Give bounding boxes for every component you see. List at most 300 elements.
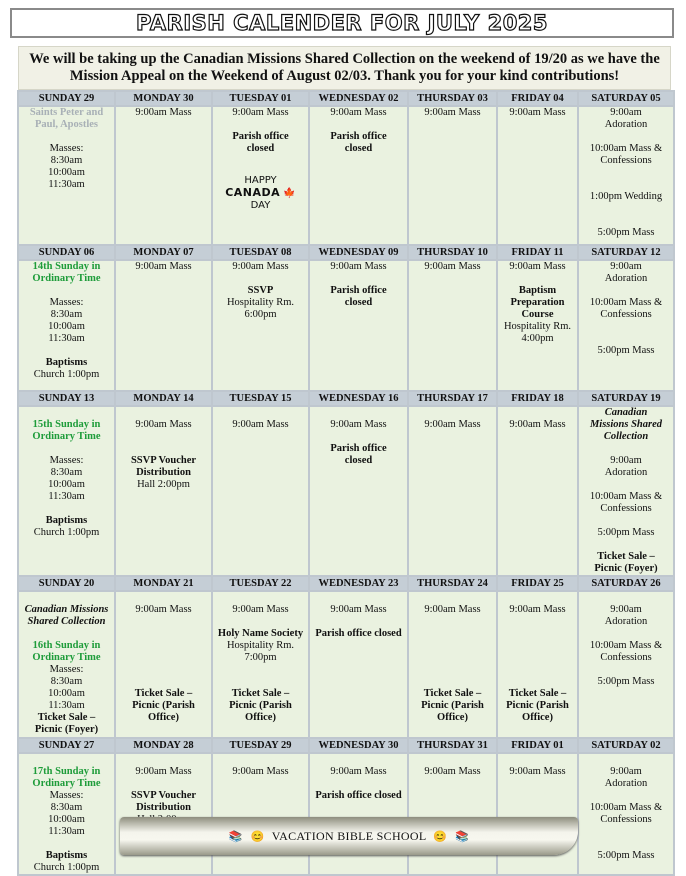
day-header: FRIDAY 11 xyxy=(497,245,578,260)
maple-leaf-icon: 🍁 xyxy=(283,188,296,199)
event-line: 7:00pm xyxy=(244,652,277,663)
day-cell xyxy=(408,406,497,576)
day-header: SATURDAY 19 xyxy=(578,391,674,406)
event-line: Picnic (Foyer) xyxy=(34,724,99,735)
event-line: Ticket Sale – xyxy=(597,551,655,562)
event-line xyxy=(118,628,209,640)
event-line: 9:00am xyxy=(610,455,642,466)
event-line xyxy=(312,616,405,628)
day-header: TUESDAY 22 xyxy=(212,576,309,591)
vbs-label: VACATION BIBLE SCHOOL xyxy=(271,829,427,843)
event-line: Distribution xyxy=(136,467,191,478)
day-header: FRIDAY 25 xyxy=(497,576,578,591)
event-line xyxy=(215,616,306,628)
event-line: Parish office xyxy=(330,131,387,142)
day-header: WEDNESDAY 23 xyxy=(309,576,408,591)
canada-word: CANADA xyxy=(225,186,281,199)
event-line xyxy=(411,664,494,676)
event-line: Ticket Sale – xyxy=(231,688,290,699)
event-line: Masses: xyxy=(49,143,84,154)
event-line: Parish office closed xyxy=(315,790,402,801)
week-row xyxy=(18,591,674,738)
event-line: Shared Collection xyxy=(27,616,106,627)
day-cell xyxy=(309,406,408,576)
event-line: 8:30am xyxy=(50,467,83,478)
day-cell xyxy=(578,106,674,245)
event-line xyxy=(500,628,575,640)
event-line xyxy=(215,676,306,688)
event-line: closed xyxy=(246,143,275,154)
event-line xyxy=(581,539,671,551)
event-line: Ticket Sale – xyxy=(134,688,193,699)
event-line xyxy=(581,479,671,491)
day-cell xyxy=(18,106,115,245)
event-line xyxy=(500,273,575,285)
event-line: 11:30am xyxy=(48,700,85,711)
event-line xyxy=(500,676,575,688)
day-cell xyxy=(497,753,578,875)
event-line: Picnic (Parish xyxy=(421,700,484,711)
event-line xyxy=(581,285,671,297)
day-header: THURSDAY 24 xyxy=(408,576,497,591)
day-cell xyxy=(212,260,309,391)
event-line: Baptisms xyxy=(45,515,88,526)
event-line: SSVP xyxy=(247,285,274,296)
event-line xyxy=(581,664,671,676)
notice-line-1: We will be taking up the Canadian Missions Shared Collection on the weekend of 19/20 as we have the xyxy=(29,51,660,67)
event-line: 9:00am Mass xyxy=(330,766,387,777)
event-line: Saints Peter and xyxy=(29,107,104,118)
event-line: Ticket Sale – xyxy=(423,688,482,699)
day-cell xyxy=(408,591,497,738)
event-line: Masses: xyxy=(49,790,84,801)
week-row xyxy=(18,753,674,875)
day-header: FRIDAY 04 xyxy=(497,91,578,106)
event-line: 11:30am xyxy=(48,333,85,344)
event-line: 5:00pm Mass xyxy=(597,676,655,687)
event-line: 5:00pm Mass xyxy=(597,850,655,861)
day-header: TUESDAY 15 xyxy=(212,391,309,406)
event-line xyxy=(118,754,209,766)
event-line xyxy=(312,273,405,285)
day-cell xyxy=(115,260,212,391)
event-line: Parish office closed xyxy=(315,628,402,639)
canada-day-graphic xyxy=(215,175,306,212)
event-line: 10:00am xyxy=(48,814,85,825)
event-line: Confessions xyxy=(600,814,652,825)
day-cell xyxy=(408,260,497,391)
event-line: Distribution xyxy=(136,802,191,813)
event-line: 9:00am Mass xyxy=(232,419,289,430)
day-header: SATURDAY 12 xyxy=(578,245,674,260)
event-line xyxy=(21,754,112,766)
day-header: SUNDAY 29 xyxy=(18,91,115,106)
event-line: Adoration xyxy=(604,273,648,284)
event-line xyxy=(118,431,209,443)
event-line xyxy=(500,664,575,676)
event-line: 8:30am xyxy=(50,309,83,320)
event-line xyxy=(411,628,494,640)
event-line: 9:00am Mass xyxy=(424,604,481,615)
event-line: Office) xyxy=(148,712,179,723)
event-line: 8:30am xyxy=(50,155,83,166)
event-line: 6:00pm xyxy=(244,309,277,320)
event-line: closed xyxy=(344,297,373,308)
event-line xyxy=(411,754,494,766)
day-cell xyxy=(115,106,212,245)
event-line xyxy=(500,616,575,628)
day-cell xyxy=(309,753,408,875)
event-line: Course xyxy=(521,309,554,320)
day-cell xyxy=(578,591,674,738)
event-line xyxy=(581,628,671,640)
event-line xyxy=(21,443,112,455)
week-header-row xyxy=(18,576,674,591)
canada-happy: HAPPY xyxy=(244,175,277,186)
day-cell xyxy=(18,591,115,738)
day-cell xyxy=(115,753,212,875)
event-line xyxy=(581,443,671,455)
week-row xyxy=(18,106,674,245)
event-line xyxy=(118,652,209,664)
event-line: Ordinary Time xyxy=(32,778,101,789)
event-line: 9:00am Mass xyxy=(330,604,387,615)
week-header-row xyxy=(18,391,674,406)
event-line: Paul, Apostles xyxy=(34,119,98,130)
event-line: closed xyxy=(344,455,373,466)
event-line: Missions Shared xyxy=(589,419,663,430)
event-line: Collection xyxy=(603,431,649,442)
week-header-row xyxy=(18,91,674,106)
vacation-bible-school-banner xyxy=(120,817,578,855)
event-line: 9:00am Mass xyxy=(509,419,566,430)
event-line xyxy=(411,592,494,604)
event-line: 9:00am Mass xyxy=(232,107,289,118)
event-line xyxy=(118,640,209,652)
event-line: 9:00am Mass xyxy=(509,107,566,118)
day-header: MONDAY 21 xyxy=(115,576,212,591)
event-line: Adoration xyxy=(604,467,648,478)
event-line xyxy=(581,515,671,527)
event-line: 10:00am Mass & xyxy=(589,802,663,813)
event-line: Office) xyxy=(522,712,553,723)
notice-banner xyxy=(18,46,671,90)
event-line xyxy=(215,407,306,419)
event-line: 10:00am xyxy=(48,479,85,490)
event-line xyxy=(312,592,405,604)
event-line: 10:00am xyxy=(48,321,85,332)
day-header: MONDAY 30 xyxy=(115,91,212,106)
event-line: Church 1:00pm xyxy=(33,862,100,873)
event-line xyxy=(118,664,209,676)
event-line: 9:00am Mass xyxy=(135,107,192,118)
event-line xyxy=(411,676,494,688)
event-line: 14th Sunday in xyxy=(32,261,101,272)
event-line: 1:00pm Wedding xyxy=(589,191,663,202)
event-line: Baptisms xyxy=(45,357,88,368)
day-header: THURSDAY 31 xyxy=(408,738,497,753)
event-line xyxy=(21,407,112,419)
event-line: Picnic (Foyer) xyxy=(594,563,658,574)
day-header: MONDAY 14 xyxy=(115,391,212,406)
event-line xyxy=(581,592,671,604)
smiley-icon: 😊 xyxy=(433,831,448,843)
event-line xyxy=(118,592,209,604)
event-line: Masses: xyxy=(49,297,84,308)
event-line xyxy=(215,754,306,766)
event-line: SSVP Voucher xyxy=(130,790,197,801)
event-line: 10:00am xyxy=(48,167,85,178)
event-line: 9:00am Mass xyxy=(232,766,289,777)
event-line: Hospitality Rm. xyxy=(226,297,295,308)
day-cell xyxy=(309,260,408,391)
event-line: Hospitality Rm. xyxy=(503,321,572,332)
day-cell xyxy=(497,406,578,576)
notice-line-2: Mission Appeal on the Weekend of August 02/03. Thank you for your kind contributions! xyxy=(69,68,620,84)
day-header: THURSDAY 17 xyxy=(408,391,497,406)
event-line: 17th Sunday in xyxy=(32,766,101,777)
week-row xyxy=(18,406,674,576)
day-header: WEDNESDAY 16 xyxy=(309,391,408,406)
event-line xyxy=(215,592,306,604)
event-line: 9:00am Mass xyxy=(509,604,566,615)
book-icon: 📚 xyxy=(455,831,470,843)
event-line xyxy=(21,503,112,515)
event-line xyxy=(581,203,671,215)
canada-day-word: DAY xyxy=(250,200,271,211)
event-line xyxy=(312,431,405,443)
event-line: 9:00am xyxy=(610,766,642,777)
event-line: Parish office xyxy=(232,131,289,142)
event-line: Preparation xyxy=(510,297,565,308)
event-line xyxy=(581,754,671,766)
event-line xyxy=(500,640,575,652)
event-line: Masses: xyxy=(49,455,84,466)
day-cell xyxy=(578,753,674,875)
day-header: WEDNESDAY 30 xyxy=(309,738,408,753)
day-header: TUESDAY 01 xyxy=(212,91,309,106)
event-line: 5:00pm Mass xyxy=(597,345,655,356)
event-line xyxy=(581,838,671,850)
week-header-row xyxy=(18,245,674,260)
day-cell xyxy=(309,591,408,738)
event-line xyxy=(411,640,494,652)
day-header: TUESDAY 29 xyxy=(212,738,309,753)
event-line: 9:00am Mass xyxy=(135,766,192,777)
event-line: 10:00am Mass & xyxy=(589,143,663,154)
day-header: THURSDAY 10 xyxy=(408,245,497,260)
event-line: 9:00am Mass xyxy=(509,261,566,272)
event-line xyxy=(21,131,112,143)
event-line xyxy=(581,179,671,191)
event-line: Adoration xyxy=(604,119,648,130)
event-line xyxy=(581,333,671,345)
event-line: Ordinary Time xyxy=(32,273,101,284)
day-header: SUNDAY 13 xyxy=(18,391,115,406)
event-line xyxy=(118,778,209,790)
event-line: 5:00pm Mass xyxy=(597,227,655,238)
event-line: Picnic (Parish xyxy=(229,700,292,711)
event-line: 9:00am Mass xyxy=(135,604,192,615)
event-line: 9:00am xyxy=(610,604,642,615)
day-cell xyxy=(497,260,578,391)
event-line xyxy=(118,443,209,455)
event-line xyxy=(118,676,209,688)
event-line: Confessions xyxy=(600,652,652,663)
event-line: closed xyxy=(344,143,373,154)
event-line: Picnic (Parish xyxy=(506,700,569,711)
day-header: MONDAY 07 xyxy=(115,245,212,260)
event-line xyxy=(312,754,405,766)
event-line: 9:00am Mass xyxy=(424,766,481,777)
day-cell xyxy=(18,753,115,875)
event-line: Holy Name Society xyxy=(217,628,304,639)
event-line: 9:00am Mass xyxy=(330,261,387,272)
event-line xyxy=(21,628,112,640)
day-header: FRIDAY 01 xyxy=(497,738,578,753)
event-line xyxy=(581,321,671,333)
event-line: Parish office xyxy=(330,285,387,296)
event-line xyxy=(581,131,671,143)
event-line xyxy=(581,167,671,179)
event-line: 10:00am Mass & xyxy=(589,491,663,502)
event-line xyxy=(118,616,209,628)
event-line: 9:00am xyxy=(610,107,642,118)
event-line xyxy=(312,119,405,131)
event-line xyxy=(118,407,209,419)
event-line xyxy=(21,345,112,357)
event-line: Ordinary Time xyxy=(32,652,101,663)
day-cell xyxy=(497,591,578,738)
event-line: Adoration xyxy=(604,778,648,789)
event-line xyxy=(21,285,112,297)
event-line xyxy=(500,652,575,664)
event-line: Hospitality Rm. xyxy=(226,640,295,651)
event-line xyxy=(500,592,575,604)
event-line xyxy=(411,652,494,664)
event-line: 11:30am xyxy=(48,491,85,502)
event-line: Masses: xyxy=(49,664,84,675)
day-header: SATURDAY 26 xyxy=(578,576,674,591)
day-header: FRIDAY 18 xyxy=(497,391,578,406)
event-line: 11:30am xyxy=(48,826,85,837)
day-cell xyxy=(115,591,212,738)
calendar-title-box xyxy=(10,8,674,38)
event-line: Baptisms xyxy=(45,850,88,861)
event-line xyxy=(500,407,575,419)
day-cell xyxy=(497,106,578,245)
day-cell xyxy=(212,106,309,245)
event-line xyxy=(581,790,671,802)
day-cell xyxy=(115,406,212,576)
smiley-icon: 😊 xyxy=(250,831,265,843)
day-header: SATURDAY 05 xyxy=(578,91,674,106)
event-line xyxy=(411,407,494,419)
event-line xyxy=(411,616,494,628)
event-line: 9:00am Mass xyxy=(509,766,566,777)
event-line: Baptism xyxy=(518,285,557,296)
day-header: WEDNESDAY 09 xyxy=(309,245,408,260)
event-line xyxy=(581,215,671,227)
event-line: Hall 2:00pm xyxy=(137,479,190,490)
day-cell xyxy=(578,260,674,391)
event-line: 9:00am Mass xyxy=(135,419,192,430)
day-cell xyxy=(309,106,408,245)
event-line: 11:30am xyxy=(48,179,85,190)
event-line xyxy=(581,826,671,838)
event-line: Ticket Sale – xyxy=(508,688,567,699)
event-line: 9:00am Mass xyxy=(424,419,481,430)
event-line: Church 1:00pm xyxy=(33,369,100,380)
event-line: 9:00am Mass xyxy=(330,107,387,118)
event-line: 5:00pm Mass xyxy=(597,527,655,538)
day-cell xyxy=(18,260,115,391)
week-row xyxy=(18,260,674,391)
event-line: Confessions xyxy=(600,309,652,320)
event-line: Office) xyxy=(437,712,468,723)
event-line xyxy=(500,754,575,766)
event-line: 8:30am xyxy=(50,802,83,813)
event-line: 15th Sunday in xyxy=(32,419,101,430)
event-line: Parish office xyxy=(330,443,387,454)
day-cell xyxy=(408,753,497,875)
event-line: Canadian Missions xyxy=(24,604,109,615)
event-line: SSVP Voucher xyxy=(130,455,197,466)
event-line: Adoration xyxy=(604,616,648,627)
day-header: MONDAY 28 xyxy=(115,738,212,753)
event-line xyxy=(312,407,405,419)
event-line xyxy=(215,273,306,285)
day-header: SUNDAY 20 xyxy=(18,576,115,591)
event-line: 9:00am Mass xyxy=(424,107,481,118)
event-line: 16th Sunday in xyxy=(32,640,101,651)
day-header: THURSDAY 03 xyxy=(408,91,497,106)
event-line: 9:00am xyxy=(610,261,642,272)
event-line: Office) xyxy=(245,712,276,723)
event-line xyxy=(215,119,306,131)
day-cell xyxy=(212,591,309,738)
event-line xyxy=(312,778,405,790)
calendar-grid xyxy=(17,90,673,876)
event-line: 8:30am xyxy=(50,676,83,687)
event-line: 9:00am Mass xyxy=(424,261,481,272)
day-header: WEDNESDAY 02 xyxy=(309,91,408,106)
page-title: PARISH CALENDER FOR JULY 2025 xyxy=(135,11,549,35)
event-line: Church 1:00pm xyxy=(33,527,100,538)
day-cell xyxy=(578,406,674,576)
event-line: 10:00am xyxy=(48,688,85,699)
event-line: 9:00am Mass xyxy=(232,604,289,615)
day-cell xyxy=(18,406,115,576)
day-cell xyxy=(212,753,309,875)
event-line: 9:00am Mass xyxy=(232,261,289,272)
event-line: Ticket Sale – xyxy=(37,712,96,723)
event-line xyxy=(215,664,306,676)
event-line: 9:00am Mass xyxy=(330,419,387,430)
event-line: 4:00pm xyxy=(521,333,554,344)
calendar-table xyxy=(17,90,675,876)
event-line: Picnic (Parish xyxy=(132,700,195,711)
event-line xyxy=(21,838,112,850)
day-header: SUNDAY 27 xyxy=(18,738,115,753)
event-line: Ordinary Time xyxy=(32,431,101,442)
event-line: Canadian xyxy=(604,407,648,418)
day-header: SATURDAY 02 xyxy=(578,738,674,753)
event-line xyxy=(21,592,112,604)
event-line: Confessions xyxy=(600,503,652,514)
day-header: SUNDAY 06 xyxy=(18,245,115,260)
day-cell xyxy=(408,106,497,245)
